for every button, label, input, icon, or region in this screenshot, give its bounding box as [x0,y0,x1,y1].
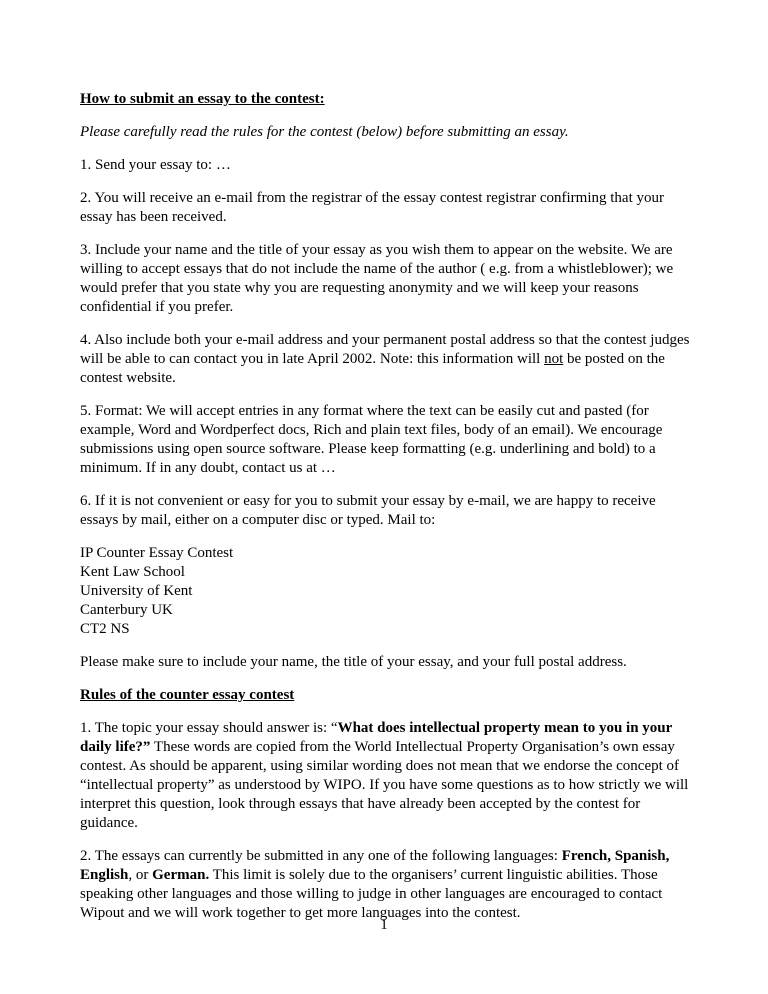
step-6: 6. If it is not convenient or easy for you to submit your essay by e-mail, we are happy to receive essays by mail, either on a computer disc or typed. Mail to: [80,493,656,528]
rule-1-question: What does intellectual property mean to you in your daily life?” [80,720,673,755]
rule-2-text-before: 2. The essays can currently be submitted in any one of the following languages: [80,848,562,864]
rule-2 [80,847,695,923]
rule-1 [80,719,695,833]
rule-2-text-mid: , or [128,867,153,883]
submission-heading: How to submit an essay to the contest: [80,91,325,107]
step-3: 3. Include your name and the title of your essay as you wish them to appear on the website. We are willing to accept essays that do not include the name of the author ( e.g. from a whistleblower); we would prefer that you state why you are requesting anonymity and we will keep your reasons confidential if you prefer. [80,242,674,315]
rule-2-text-after: This limit is solely due to the organisers’ current linguistic abilities. Those speaking other languages and those willing to judge in other languages are encouraged to contact Wipout and we will work together to get more languages into the contest. [80,867,663,921]
document-body [80,90,695,937]
address-line: IP Counter Essay Contest [80,545,234,561]
submission-intro: Please carefully read the rules for the contest (below) before submitting an essay. [80,124,569,140]
step-5: 5. Format: We will accept entries in any format where the text can be easily cut and pasted (for example, Word and Wordperfect docs, Rich and plain text files, body of an email). We encourage submissions using open source software. Please keep formatting (e.g. underlining and bold) to a minimum. If in any doubt, contact us at … [80,403,663,476]
page-number: 1 [380,917,388,933]
rule-2-language-german: German. [152,867,210,883]
step-4-text-after: be posted on the contest website. [80,351,665,386]
address-line: Kent Law School [80,564,185,580]
closing-note: Please make sure to include your name, the title of your essay, and your full postal address. [80,654,627,670]
address-line: Canterbury UK [80,602,173,618]
rules-heading: Rules of the counter essay contest [80,687,295,703]
address-line: University of Kent [80,583,193,599]
address-line: CT2 NS [80,621,130,637]
rule-2-languages: French, Spanish, English [80,848,670,883]
step-4 [80,331,695,388]
step-1: 1. Send your essay to: … [80,157,231,173]
step-4-underlined: not [544,351,564,367]
rule-1-text-after: These words are copied from the World Intellectual Property Organisation’s own essay contest. As should be apparent, using similar wording does not mean that we endorse the concept of “intellectual property” as understood by WIPO. If you have some questions as to how strictly we will interpret this question, look through essays that have already been accepted by the contest for guidance. [80,739,689,831]
mailing-address [80,544,695,639]
step-4-text-before: 4. Also include both your e-mail address and your permanent postal address so that the contest judges will be able to can contact you in late April 2002. Note: this information will [80,332,690,367]
rule-1-text-before: 1. The topic your essay should answer is: “ [80,720,338,736]
step-2: 2. You will receive an e-mail from the registrar of the essay contest registrar confirming that your essay has been received. [80,190,664,225]
